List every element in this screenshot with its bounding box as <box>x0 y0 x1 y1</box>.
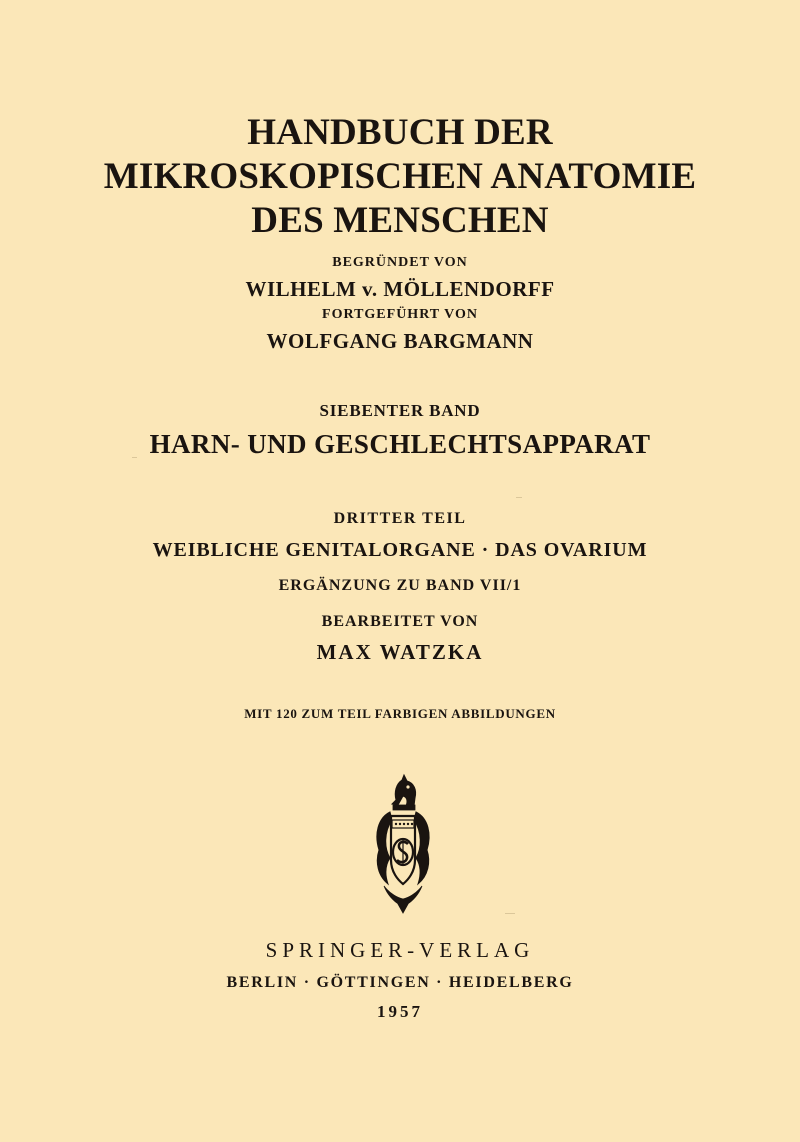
founded-label: BEGRÜNDET VON <box>332 255 468 270</box>
part-label: DRITTER TEIL <box>333 510 467 527</box>
volume-label: SIEBENTER BAND <box>319 401 481 420</box>
founder-name: WILHELM v. MÖLLENDORFF <box>245 277 555 301</box>
illustrations-note: MIT 120 ZUM TEIL FARBIGEN ABBILDUNGEN <box>244 706 556 721</box>
continuer-name: WOLFGANG BARGMANN <box>266 329 534 353</box>
publisher-cities: BERLIN · GÖTTINGEN · HEIDELBERG <box>226 974 574 991</box>
series-title-line-1: HANDBUCH DER <box>247 112 553 153</box>
author-name: MAX WATZKA <box>316 640 484 664</box>
continued-label: FORTGEFÜHRT VON <box>322 307 478 322</box>
publication-year: 1957 <box>377 1002 423 1021</box>
supplement-note: ERGÄNZUNG ZU BAND VII/1 <box>278 577 522 594</box>
part-title: WEIBLICHE GENITALORGANE · DAS OVARIUM <box>152 539 648 561</box>
paper-speck <box>505 913 515 914</box>
publisher-name: SPRINGER-VERLAG <box>265 938 535 962</box>
series-title-line-3: DES MENSCHEN <box>251 200 549 241</box>
springer-knight-seal-icon <box>370 772 436 916</box>
series-title-line-2: MIKROSKOPISCHEN ANATOMIE <box>103 156 697 197</box>
paper-speck <box>516 497 522 498</box>
edited-label: BEARBEITET VON <box>321 613 479 630</box>
paper-speck <box>132 457 137 458</box>
volume-subject: HARN- UND GESCHLECHTSAPPARAT <box>149 429 651 459</box>
